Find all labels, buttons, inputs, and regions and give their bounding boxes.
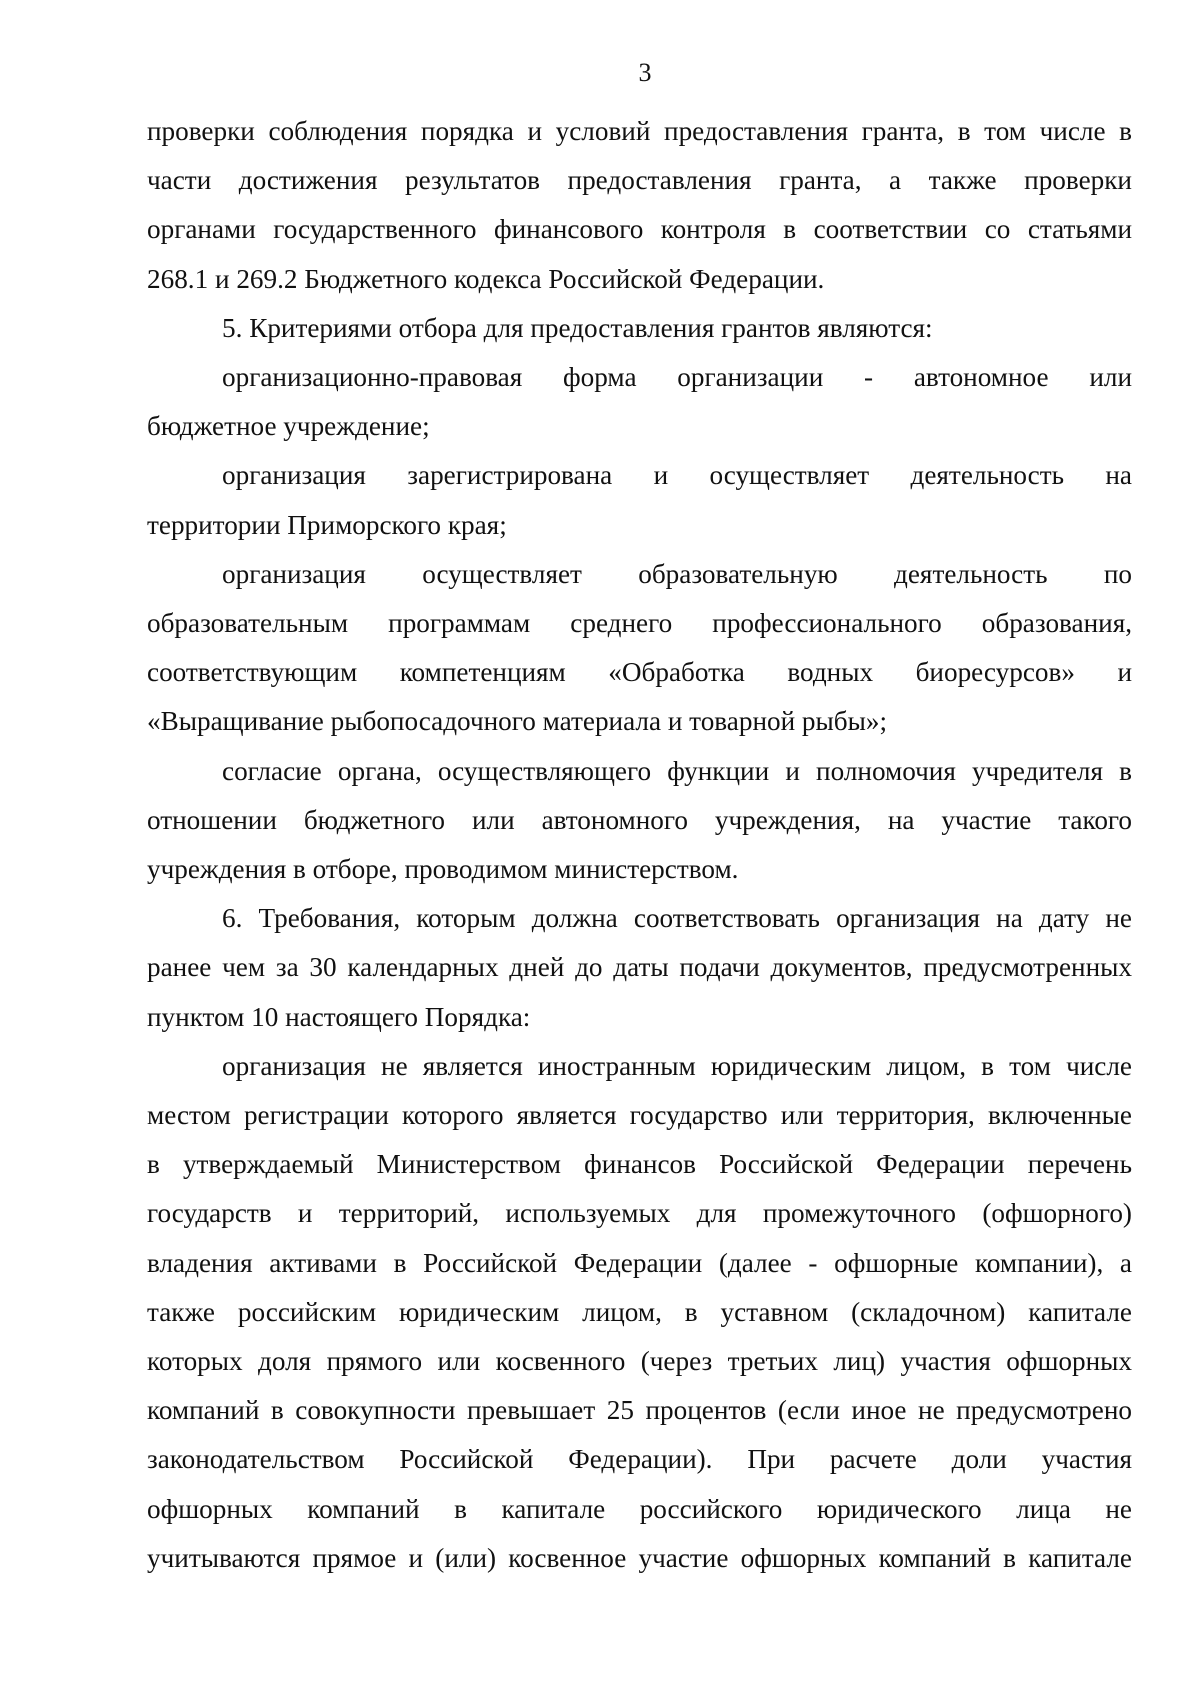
text-line: согласие органа, осуществляющего функции и полномочия учредителя в [222,755,1132,786]
paragraph-5-criterion-1 [147,353,1132,451]
text-line: 268.1 и 269.2 Бюджетного кодекса Российской Федерации. [147,263,825,294]
paragraph-5-criterion-4 [147,747,1132,895]
text-line: организация не является иностранным юридическим лицом, в том числе [222,1050,1132,1081]
paragraph-6-requirement-1 [147,1042,1132,1583]
text-line: в утверждаемый Министерством финансов Российской Федерации перечень [147,1149,1132,1180]
text-line: местом регистрации которого является государство или территория, включенные [147,1100,1132,1131]
text-line: учреждения в отборе, проводимом министерством. [147,854,739,885]
paragraph-5-criterion-2 [147,451,1132,549]
text-line: компаний в совокупности превышает 25 процентов (если иное не предусмотрено [147,1395,1132,1426]
document-body [147,107,1132,1583]
text-line: соответствующим компетенциям «Обработка водных биоресурсов» и [147,657,1132,688]
text-line: 5. Критериями отбора для предоставления грантов являются: [222,312,933,343]
text-line: 6. Требования, которым должна соответствовать организация на дату не [222,903,1132,934]
text-line: территории Приморского края; [147,509,507,540]
text-line: законодательством Российской Федерации). При расчете доли участия [147,1444,1132,1475]
text-line: пунктом 10 настоящего Порядка: [147,1001,531,1032]
text-line: также российским юридическим лицом, в уставном (складочном) капитале [147,1296,1132,1327]
text-line: отношении бюджетного или автономного учреждения, на участие такого [147,804,1132,835]
paragraph-continuation [147,107,1132,304]
text-line: части достижения результатов предоставления гранта, а также проверки [147,165,1132,196]
text-line: ранее чем за 30 календарных дней до даты подачи документов, предусмотренных [147,952,1132,983]
text-line: офшорных компаний в капитале российского юридического лица не [147,1493,1132,1524]
text-line: организация осуществляет образовательную деятельность по [222,558,1132,589]
text-line: образовательным программам среднего профессионального образования, [147,608,1132,639]
text-line: «Выращивание рыбопосадочного материала и товарной рыбы»; [147,706,888,737]
text-line: учитываются прямое и (или) косвенное участие офшорных компаний в капитале [147,1542,1132,1573]
text-line: организация зарегистрирована и осуществляет деятельность на [222,460,1132,491]
text-line: государств и территорий, используемых для промежуточного (офшорного) [147,1198,1132,1229]
text-line: органами государственного финансового контроля в соответствии со статьями [147,214,1132,245]
text-line: проверки соблюдения порядка и условий предоставления гранта, в том числе в [147,116,1132,146]
text-line: организационно-правовая форма организации - автономное или [222,362,1132,393]
page-number: 3 [638,58,652,87]
paragraph-5-criterion-3 [147,550,1132,747]
text-line: владения активами в Российской Федерации (далее - офшорные компании), а [147,1247,1132,1278]
paragraph-6 [147,894,1132,1042]
paragraph-5 [147,304,1132,353]
text-line: бюджетное учреждение; [147,411,430,442]
text-line: которых доля прямого или косвенного (через третьих лиц) участия офшорных [147,1346,1132,1377]
